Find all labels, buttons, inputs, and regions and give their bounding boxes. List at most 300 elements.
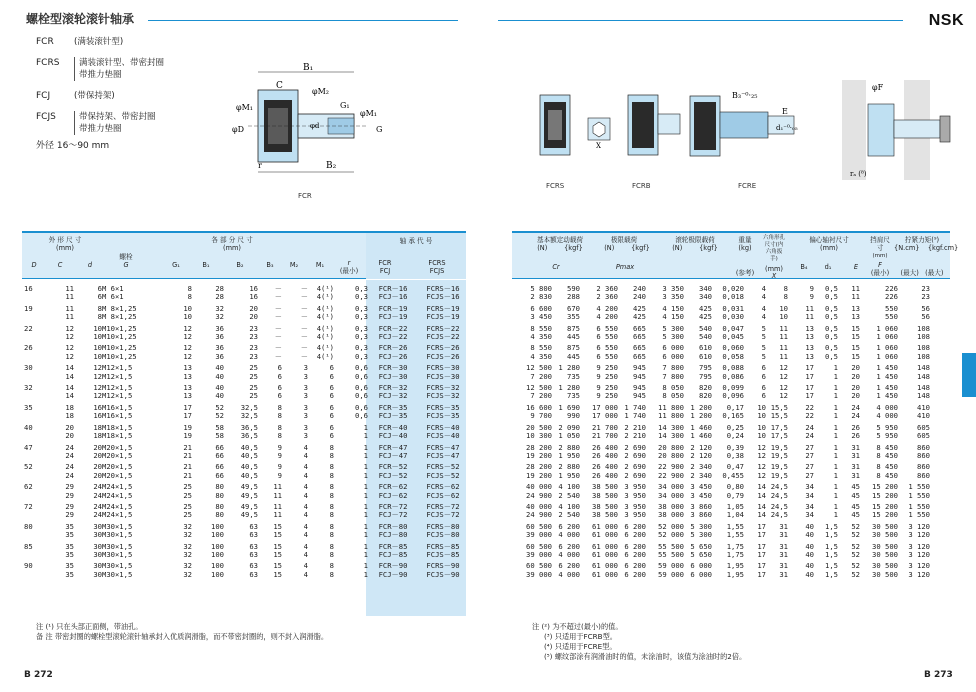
table-cell: FCJS－85 [426, 549, 460, 559]
table-cell: 32 [183, 530, 192, 540]
table-cell: 0,6 [355, 402, 368, 412]
table-cell: 4 [303, 530, 308, 540]
table-cell: 2 210 [624, 431, 646, 441]
table-cell: 4 000 [876, 411, 898, 421]
table-cell: FCJ－26 [378, 351, 408, 361]
table-cell: M10×1,25 [102, 323, 137, 333]
table-cell: 1,75 [726, 549, 744, 559]
table-cell: 40 [805, 530, 814, 540]
table-cell: 1,55 [726, 521, 744, 531]
table-cell: 40 [805, 549, 814, 559]
table-cell: 24 [851, 411, 860, 421]
table-cell: 27 [805, 450, 814, 460]
table-cell: 148 [917, 383, 930, 393]
table-cell: 1,75 [726, 541, 744, 551]
table-cell: － [300, 292, 308, 302]
table-cell: FCR－90 [378, 561, 408, 571]
header-hex: 六角形孔尺寸(内六角扳手) [762, 235, 785, 262]
table-cell: 13 [805, 332, 814, 342]
table-cell: 6 600 [530, 303, 552, 313]
table-cell: 28 200 [526, 442, 552, 452]
table-cell: 6 200 [624, 549, 646, 559]
table-cell: 0,165 [722, 411, 744, 421]
header-thread: 螺栓 [119, 253, 133, 261]
page-number-right: B 273 [924, 670, 953, 680]
table-row [24, 313, 468, 323]
table-cell: 860 [917, 462, 930, 472]
table-cell: 52 [851, 530, 860, 540]
table-cell: 1 [363, 530, 368, 540]
table-cell [24, 432, 48, 442]
table-cell: 1 [833, 363, 838, 373]
table-cell: 4(¹) [316, 292, 334, 302]
table-cell: 8 [97, 303, 102, 313]
table-cell: 17 [805, 391, 814, 401]
table-cell: 31 [779, 561, 788, 571]
table-cell: 30 500 [872, 549, 898, 559]
table-cell: 20 [851, 383, 860, 393]
table-cell: 21 [183, 470, 192, 480]
table-cell: 0,6 [355, 383, 368, 393]
table-cell: FCR－16 [378, 284, 408, 293]
table-cell: FCJ－52 [378, 470, 408, 480]
table-cell: 20 [851, 363, 860, 373]
table-cell: 24 [65, 470, 74, 480]
table-cell: 1 [363, 450, 368, 460]
table-cell: 4(¹) [316, 351, 334, 361]
header-fcrs: FCRS FCJS [428, 259, 446, 275]
table-cell: 24,5 [770, 482, 788, 492]
table-cell: 45 [851, 510, 860, 520]
table-cell: 32,5 [240, 402, 258, 412]
table-cell: 4 200 [596, 312, 618, 322]
table-cell: 59 000 [658, 569, 684, 579]
table-cell: 31 [779, 569, 788, 579]
table-cell: 9 250 [596, 383, 618, 393]
table-cell: 31 [851, 462, 860, 472]
table-cell: 100 [211, 530, 224, 540]
header-ecc: 偏心轴衬尺寸 [809, 236, 849, 244]
header-pmax: Pmax [615, 263, 635, 271]
table-cell: 11 [805, 312, 814, 322]
table-cell: 5 800 [530, 284, 552, 293]
table-cell: 9 [277, 470, 282, 480]
table-cell: 1 [363, 431, 368, 441]
table-cell: 24 [93, 482, 102, 492]
table-cell: 52 000 [658, 530, 684, 540]
table-cell: 8 050 [662, 383, 684, 393]
table-cell: 10 [93, 332, 102, 342]
table-cell: 20 [93, 450, 102, 460]
table-cell: 1 550 [908, 490, 930, 500]
title-rule-right [498, 20, 903, 21]
header-rmin: (最小) [339, 267, 359, 275]
table-cell: 9 [809, 292, 814, 302]
table-cell: FCJS－30 [426, 371, 460, 381]
table-cell: 12 [93, 383, 102, 393]
table-cell: 5 650 [690, 549, 712, 559]
table-cell: 4 000 [876, 402, 898, 412]
table-cell: 16 [93, 411, 102, 421]
table-cell: 8 [329, 490, 334, 500]
table-cell: M20×1,5 [102, 442, 133, 452]
table-cell: 11 [779, 351, 788, 361]
table-cell: 6 [761, 363, 766, 373]
table-cell: 3 [303, 371, 308, 381]
table-cell: 3 450 [530, 312, 552, 322]
table-cell: 30 500 [872, 569, 898, 579]
table-cell: 860 [917, 470, 930, 480]
table-cell: FCJS－19 [426, 312, 460, 322]
table-cell: 80 [215, 501, 224, 511]
table-cell: 1 060 [876, 323, 898, 333]
table-cell: 7 800 [662, 363, 684, 373]
table-cell: 10 [757, 411, 766, 421]
table-cell: 31 [851, 470, 860, 480]
table-cell: 8 [277, 422, 282, 432]
table-cell: 12 [183, 323, 192, 333]
table-cell: 9 250 [596, 363, 618, 373]
table-cell [24, 551, 48, 561]
table-cell: M 8×1,25 [102, 312, 137, 322]
header-tmax: (最大) (最大) [900, 269, 944, 277]
table-cell: 108 [917, 323, 930, 333]
table-cell: 56 [921, 312, 930, 322]
table-cell: 66 [215, 470, 224, 480]
table-cell: 1 [363, 462, 368, 472]
table-cell: 1,95 [726, 561, 744, 571]
table-cell: 12 [65, 323, 74, 333]
fcrb-drawing [622, 90, 682, 160]
table-cell: 20 [851, 391, 860, 401]
label-md: φM₁ [236, 103, 253, 112]
table-cell: FCJ－30 [378, 371, 408, 381]
table-cell: FCRS－85 [426, 541, 460, 551]
table-cell: 795 [699, 371, 712, 381]
table-cell: 20 [93, 442, 102, 452]
table-cell: 0,3 [355, 284, 368, 293]
table-cell: FCR－52 [378, 462, 408, 472]
table-cell: 8 [329, 561, 334, 571]
table-cell: 15 [851, 343, 860, 353]
table-cell: 425 [633, 312, 646, 322]
table-cell: 3 [303, 383, 308, 393]
table-cell: 0,3 [355, 303, 368, 313]
table-cell: 0,5 [825, 292, 838, 302]
table-cell: 19,5 [770, 442, 788, 452]
label-e: E [782, 107, 788, 116]
table-cell: FCRS－30 [426, 363, 460, 373]
table-cell: 6 [277, 363, 282, 373]
table-cell: 18 [93, 431, 102, 441]
table-cell: 20 800 [658, 450, 684, 460]
table-cell: 1 [833, 422, 838, 432]
table-cell: 47 [24, 442, 33, 452]
table-cell: 1 [833, 510, 838, 520]
table-cell: 4 [303, 510, 308, 520]
table-cell: 35 [65, 521, 74, 531]
table-cell: 4 [303, 569, 308, 579]
table-row [514, 412, 930, 422]
label-m1: φM₁ [360, 109, 377, 118]
table-cell: FCRS－62 [426, 482, 460, 492]
table-cell: 2 880 [558, 442, 580, 452]
table-cell: 18 [93, 422, 102, 432]
table-cell: M30×1,5 [102, 569, 133, 579]
table-cell: FCR－26 [378, 343, 408, 353]
table-cell: 25 [249, 383, 258, 393]
table-row [24, 551, 468, 561]
table-cell: 100 [211, 561, 224, 571]
table-cell: － [300, 303, 308, 313]
table-cell: FCRS－22 [426, 323, 460, 333]
right-table-header [512, 231, 959, 280]
table-cell: 3 950 [624, 490, 646, 500]
table-cell: 40 [805, 541, 814, 551]
table-cell: 16 [24, 284, 33, 293]
table-cell: 610 [699, 343, 712, 353]
header-outer: 外 形 尺 寸 [48, 236, 82, 244]
label-d-outer: φD [232, 125, 245, 134]
table-cell: 19 [183, 422, 192, 432]
table-cell: 40 [805, 561, 814, 571]
table-cell: 21 700 [592, 431, 618, 441]
table-cell: 58 [215, 422, 224, 432]
table-cell: 0,39 [726, 442, 744, 452]
table-cell: FCR－40 [378, 422, 408, 432]
type-code: FCRS [36, 58, 60, 68]
header-d: d [87, 261, 93, 269]
table-cell [24, 571, 48, 579]
table-cell: 23 [249, 323, 258, 333]
table-cell: 40,5 [240, 470, 258, 480]
fcr-caption: FCR [298, 192, 312, 200]
table-cell: 35 [65, 561, 74, 571]
table-cell: 0,6 [355, 411, 368, 421]
table-cell: M 6×1 [102, 292, 124, 302]
table-cell: 8 [97, 312, 102, 322]
table-cell: 6 200 [624, 569, 646, 579]
table-cell: 25 [249, 363, 258, 373]
table-cell: M20×1,5 [102, 462, 133, 472]
table-cell: 14 [65, 363, 74, 373]
table-cell: 0,6 [355, 371, 368, 381]
table-cell: 32 [215, 312, 224, 322]
fcr-drawing [228, 60, 398, 180]
table-cell: 30 500 [872, 561, 898, 571]
table-cell: 4 [303, 490, 308, 500]
table-cell: FCJ－90 [378, 569, 408, 579]
table-cell: 17 [805, 383, 814, 393]
table-cell: 61 000 [592, 561, 618, 571]
table-cell: FCJ－47 [378, 450, 408, 460]
table-cell: 1 200 [690, 411, 712, 421]
table-cell: 2 090 [558, 422, 580, 432]
table-cell: 25 [249, 371, 258, 381]
table-cell: 0,018 [722, 292, 744, 302]
table-cell: 15,5 [770, 402, 788, 412]
table-cell: 12 [779, 371, 788, 381]
table-cell: FCJS－90 [426, 569, 460, 579]
table-cell: 31 [851, 442, 860, 452]
table-cell: 240 [633, 292, 646, 302]
table-cell: 1 690 [558, 402, 580, 412]
table-cell: 34 [805, 510, 814, 520]
table-cell: 0,17 [726, 402, 744, 412]
table-cell: 11 [273, 501, 282, 511]
table-cell: 7 200 [530, 391, 552, 401]
table-cell: 5 300 [662, 332, 684, 342]
table-cell: 1 [833, 402, 838, 412]
table-cell: 5 [761, 343, 766, 353]
table-cell: 24,5 [770, 490, 788, 500]
header-r: r [347, 259, 351, 267]
table-cell: 52 [215, 411, 224, 421]
type-desc: 满装滚针型、带密封圈 带推力垫圈 [74, 57, 164, 81]
table-cell: 23 [249, 343, 258, 353]
table-cell: FCJS－35 [426, 411, 460, 421]
table-cell: 63 [249, 561, 258, 571]
header-torque: 拧紧力矩(⁹) [904, 236, 940, 244]
table-cell: 28 [215, 292, 224, 302]
table-cell: FCJ－32 [378, 391, 408, 401]
table-cell: 3 120 [908, 541, 930, 551]
table-cell: 21 [183, 442, 192, 452]
table-cell: 40 [215, 383, 224, 393]
table-cell: 3 450 [690, 482, 712, 492]
table-cell: 66 [215, 442, 224, 452]
table-cell: 735 [567, 371, 580, 381]
table-cell: 9 700 [530, 411, 552, 421]
table-cell: － [274, 351, 282, 361]
table-cell: 9 [809, 284, 814, 293]
table-cell: 2 540 [558, 510, 580, 520]
header-ecc-unit: (mm) [820, 244, 838, 252]
table-cell: 10 [183, 303, 192, 313]
table-cell: 4(¹) [316, 323, 334, 333]
table-cell: 108 [917, 343, 930, 353]
table-cell: 22 900 [658, 462, 684, 472]
table-cell: 8 550 [530, 323, 552, 333]
table-cell: 17 000 [592, 411, 618, 421]
table-cell: 39 000 [526, 530, 552, 540]
table-cell: 26 [24, 343, 33, 353]
table-cell: 17 [805, 363, 814, 373]
table-cell: FCJS－40 [426, 431, 460, 441]
table-cell: 31 [779, 549, 788, 559]
table-cell: 13 [805, 343, 814, 353]
table-cell: 80 [24, 521, 33, 531]
table-cell: 38 000 [658, 501, 684, 511]
table-cell: 9 250 [596, 371, 618, 381]
table-cell: 25 [249, 391, 258, 401]
header-outer-unit: (mm) [56, 244, 74, 252]
table-cell: 5 [761, 323, 766, 333]
table-cell: 1 [363, 549, 368, 559]
table-row [24, 472, 468, 482]
table-cell: 0,3 [355, 323, 368, 333]
table-cell: 665 [633, 351, 646, 361]
table-cell: 24 [65, 450, 74, 460]
table-cell: 6 200 [558, 561, 580, 571]
table-cell: 0,25 [726, 422, 744, 432]
table-cell: 14 300 [658, 422, 684, 432]
table-cell: 61 000 [592, 569, 618, 579]
table-cell: 56 [921, 303, 930, 313]
note-line: (³) 只适用于FCRB型。 [544, 632, 617, 641]
table-cell: 36 [215, 343, 224, 353]
table-cell: 3 120 [908, 521, 930, 531]
table-cell: 27 [805, 442, 814, 452]
table-cell: 8 [277, 411, 282, 421]
header-load: 基本额定动载荷 [536, 236, 584, 244]
table-cell: 4 000 [558, 569, 580, 579]
table-cell: 7 800 [662, 371, 684, 381]
title-rule [148, 20, 458, 21]
table-cell: 590 [567, 284, 580, 293]
table-cell: 52 [851, 549, 860, 559]
table-cell: 1 [833, 442, 838, 452]
table-cell [24, 531, 48, 541]
table-cell: 10 [757, 402, 766, 412]
table-cell: 23 [249, 351, 258, 361]
table-cell: FCR－80 [378, 521, 408, 531]
table-cell: 4 [303, 521, 308, 531]
table-cell: 6 550 [596, 343, 618, 353]
table-cell: 6 [761, 391, 766, 401]
table-cell: 58 [215, 431, 224, 441]
table-row [514, 472, 930, 482]
table-row [514, 333, 930, 343]
table-cell: 3 450 [690, 490, 712, 500]
table-cell: 12 [65, 351, 74, 361]
table-cell: M10×1,25 [102, 343, 137, 353]
header-hex-unit: (mm) [765, 265, 783, 273]
header-x: X [771, 272, 777, 280]
table-cell: 4(¹) [316, 284, 334, 293]
table-cell: 12 [183, 343, 192, 353]
table-cell: － [300, 323, 308, 333]
table-cell: 63 [249, 530, 258, 540]
table-cell: 2 690 [624, 442, 646, 452]
table-cell: 40 [24, 422, 33, 432]
table-cell: 1 [833, 383, 838, 393]
table-cell: 24 [93, 501, 102, 511]
table-cell: 0,086 [722, 371, 744, 381]
table-cell: 2 360 [596, 292, 618, 302]
table-cell [24, 492, 48, 502]
table-cell: 820 [699, 383, 712, 393]
table-cell: 40,5 [240, 450, 258, 460]
table-cell: 30 500 [872, 521, 898, 531]
table-cell: 9 [277, 450, 282, 460]
table-cell: 29 [65, 501, 74, 511]
label-c: C [276, 81, 283, 91]
table-cell: 85 [24, 541, 33, 551]
header-torque-unit: {N.cm} {kgf.cm} [894, 244, 959, 252]
table-cell: 17,5 [770, 431, 788, 441]
table-cell: 550 [885, 312, 898, 322]
type-desc: (带保持架) [74, 91, 115, 101]
table-cell: 6 [329, 411, 334, 421]
header-m1: M₁ [315, 261, 325, 269]
table-cell: 8 [277, 431, 282, 441]
table-cell: 8 [187, 292, 192, 302]
table-row [514, 432, 930, 442]
header-m2: M₂ [289, 261, 299, 269]
table-cell: FCJS－26 [426, 351, 460, 361]
type-code: FCJS [36, 112, 56, 122]
